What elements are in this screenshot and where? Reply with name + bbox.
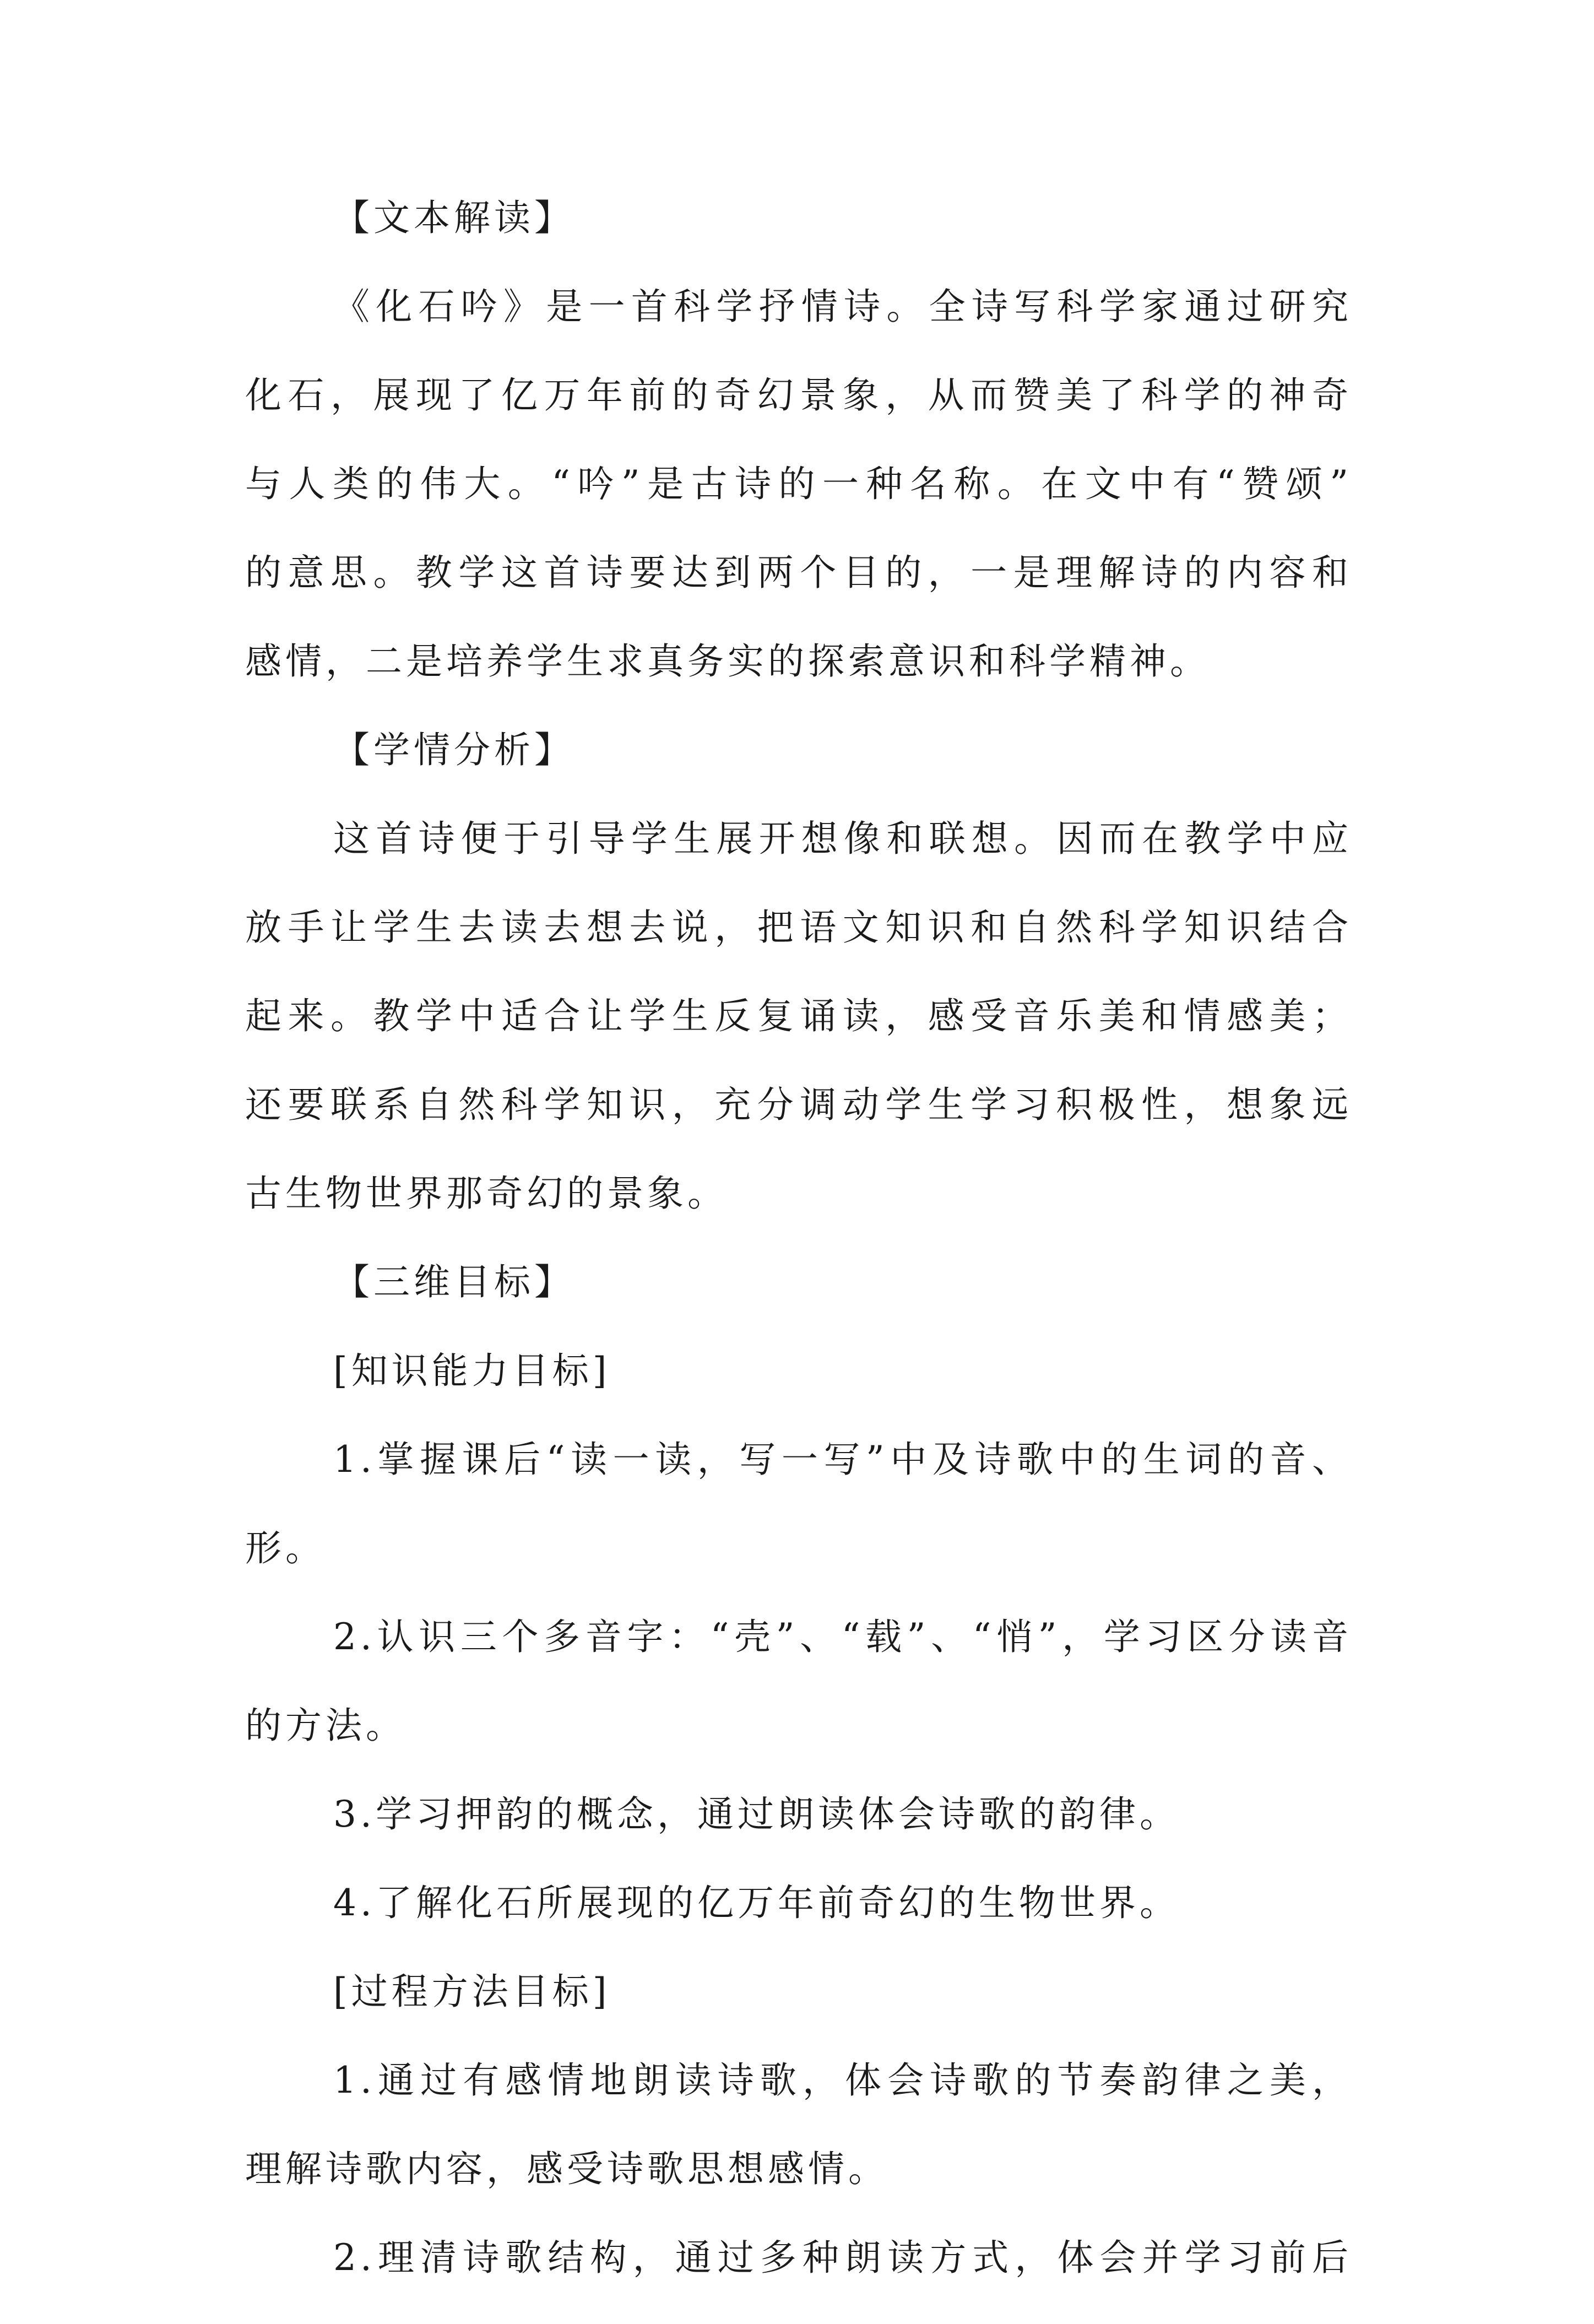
paragraph-line: 的意思。教学这首诗要达到两个目的，一是理解诗的内容和	[245, 551, 1352, 594]
paragraph-line: 《化石吟》是一首科学抒情诗。全诗写科学家通过研究	[333, 285, 1352, 328]
goal-item-line: 1.通过有感情地朗读诗歌，体会诗歌的节奏韵律之美，	[333, 2059, 1352, 2101]
goal-item-line: 1.掌握课后“读一读，写一写”中及诗歌中的生词的音、	[333, 1438, 1352, 1481]
paragraph-line: 感情，二是培养学生求真务实的探索意识和科学精神。	[245, 640, 1210, 682]
subsection-heading-knowledge-ability: [知识能力目标]	[333, 1350, 611, 1392]
goal-item-line: 2.认识三个多音字：“壳”、“载”、“悄”，学习区分读音	[333, 1616, 1352, 1658]
goal-item-line: 3.学习押韵的概念，通过朗读体会诗歌的韵律。	[333, 1793, 1180, 1835]
paragraph-line: 放手让学生去读去想去说，把语文知识和自然科学知识结合	[245, 906, 1352, 949]
paragraph-line: 这首诗便于引导学生展开想像和联想。因而在教学中应	[333, 817, 1352, 860]
goal-item-line: 的方法。	[245, 1704, 406, 1747]
paragraph-line: 化石，展现了亿万年前的奇幻景象，从而赞美了科学的神奇	[245, 374, 1352, 416]
section-heading-three-dimensional-goals: 【三维目标】	[333, 1261, 574, 1303]
document-page	[245, 196, 1352, 2324]
goal-item-line: 4.了解化石所展现的亿万年前奇幻的生物世界。	[333, 1882, 1180, 1924]
subsection-heading-process-method: [过程方法目标]	[333, 1970, 611, 2013]
goal-item-line: 形。	[245, 1527, 326, 1569]
goal-item-line: 理解诗歌内容，感受诗歌思想感情。	[245, 2148, 888, 2190]
paragraph-line: 古生物世界那奇幻的景象。	[245, 1172, 728, 1215]
goal-item-line: 2.理清诗歌结构，通过多种朗读方式，体会并学习前后	[333, 2236, 1352, 2279]
paragraph-line: 与人类的伟大。“吟”是古诗的一种名称。在文中有“赞颂”	[245, 463, 1352, 505]
paragraph-line: 起来。教学中适合让学生反复诵读，感受音乐美和情感美；	[245, 995, 1352, 1037]
section-heading-text-interpretation: 【文本解读】	[333, 197, 574, 239]
section-heading-learning-analysis: 【学情分析】	[333, 729, 574, 771]
paragraph-line: 还要联系自然科学知识，充分调动学生学习积极性，想象远	[245, 1084, 1352, 1126]
